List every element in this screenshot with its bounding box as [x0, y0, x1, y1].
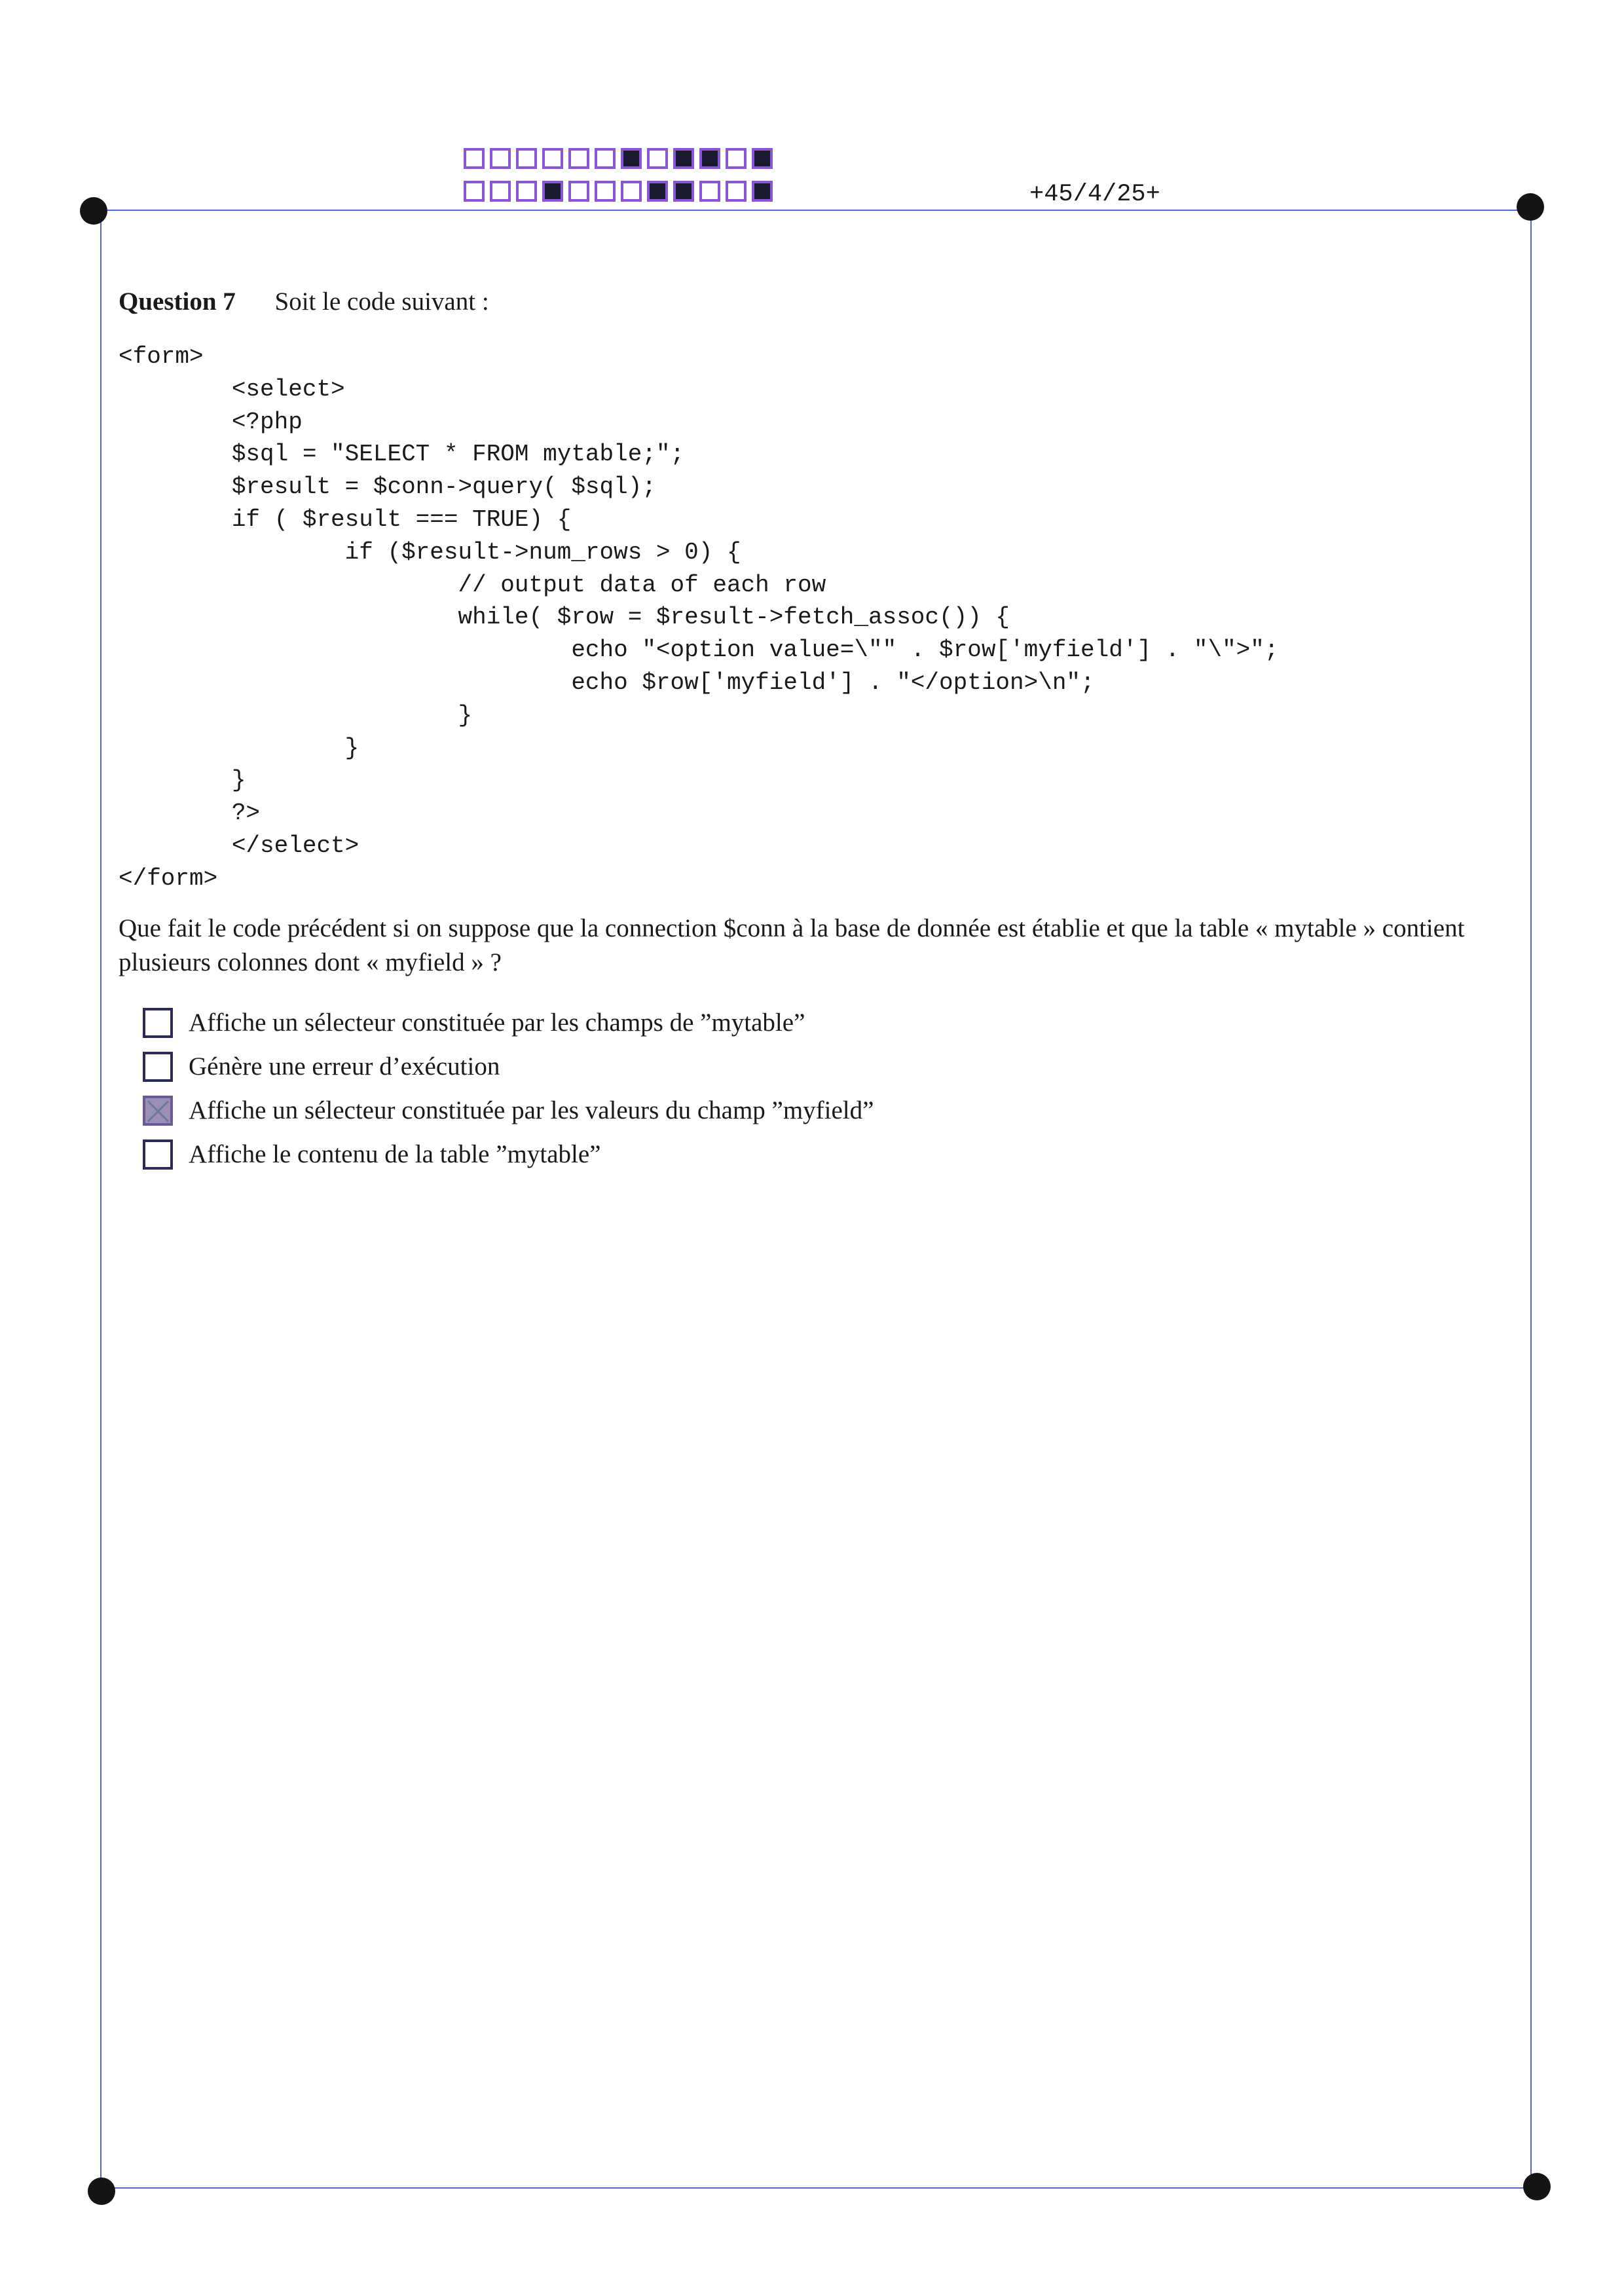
code-bit-box [464, 148, 485, 169]
answer-checkbox[interactable] [143, 1139, 173, 1170]
code-listing: <form> <select> <?php $sql = "SELECT * FROM mytable;"; $result = $conn->query( $sql); if ( $result === TRUE) { if ($result->num_rows > 0) { // output data of each row while( $row = $result->fetch_assoc()) { echo "<option value=\"" . $row['myfield'] . "\">"; echo $row['myfield'] . "</option>\n"; } } } ?> </select> </form> [119, 343, 1279, 892]
frame-left-line [100, 211, 101, 2189]
question-prompt: Que fait le code précédent si on suppose que la connection $conn à la base de donnée est établie et que la table « mytable » contient plusieurs colonnes dont « myfield » ? [119, 914, 1465, 976]
code-bit-box [542, 148, 563, 169]
frame-bottom-line [101, 2187, 1536, 2189]
code-bit-box [568, 148, 589, 169]
code-bit-box [647, 148, 668, 169]
page-identifier: +45/4/25+ [1029, 181, 1160, 208]
answer-checkbox[interactable] [143, 1096, 173, 1126]
code-bit-box [699, 148, 720, 169]
answer-label: Génère une erreur d’exécution [189, 1052, 500, 1081]
code-bit-box [516, 181, 537, 202]
code-bit-box [621, 148, 642, 169]
corner-marker-top-right [1517, 193, 1544, 221]
code-bit-box [673, 181, 694, 202]
answer-choice[interactable] [143, 1088, 874, 1132]
corner-marker-top-left [80, 197, 107, 225]
code-bit-box [726, 181, 747, 202]
frame-right-line [1530, 210, 1532, 2187]
code-bit-box [595, 148, 616, 169]
code-bit-box [752, 148, 773, 169]
corner-marker-bottom-right [1523, 2173, 1551, 2200]
answer-checkbox[interactable] [143, 1008, 173, 1038]
answer-checkbox[interactable] [143, 1052, 173, 1082]
frame-top-line [94, 210, 1528, 211]
code-bit-box [464, 181, 485, 202]
question-intro: Soit le code suivant : [274, 287, 489, 316]
question-label: Question 7 [119, 287, 236, 316]
answer-choices [143, 1001, 874, 1176]
answer-label: Affiche le contenu de la table ”mytable” [189, 1140, 601, 1168]
code-bit-box [490, 148, 511, 169]
code-bit-box [673, 148, 694, 169]
answer-label: Affiche un sélecteur constituée par les champs de ”mytable” [189, 1009, 805, 1037]
code-bit-box [621, 181, 642, 202]
code-bit-box [542, 181, 563, 202]
answer-label: Affiche un sélecteur constituée par les valeurs du champ ”myfield” [189, 1096, 874, 1124]
code-bit-box [699, 181, 720, 202]
answer-choice[interactable] [143, 1132, 874, 1176]
code-bit-box [726, 148, 747, 169]
code-bit-box [647, 181, 668, 202]
corner-marker-bottom-left [88, 2177, 115, 2205]
code-bit-box [568, 181, 589, 202]
binary-code-row-2 [464, 181, 778, 202]
code-bit-box [595, 181, 616, 202]
question-header [119, 287, 489, 316]
answer-choice[interactable] [143, 1001, 874, 1045]
code-bit-box [516, 148, 537, 169]
binary-code-row-1 [464, 148, 778, 169]
code-bit-box [752, 181, 773, 202]
answer-choice[interactable] [143, 1045, 874, 1088]
code-bit-box [490, 181, 511, 202]
